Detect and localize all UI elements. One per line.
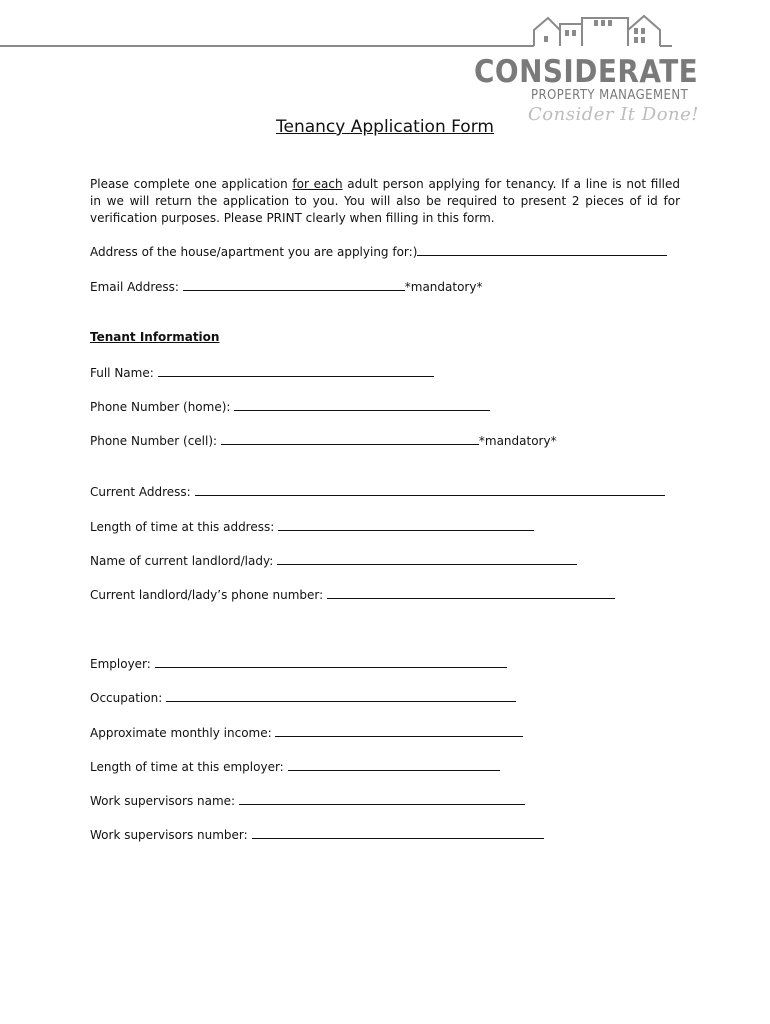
company-logo [0, 10, 770, 125]
landlord-phone-label: Current landlord/lady’s phone number: [90, 588, 327, 602]
current-address-line[interactable] [195, 484, 665, 496]
email-line[interactable] [183, 279, 405, 291]
income-line[interactable] [275, 725, 523, 737]
supervisor-number-line[interactable] [252, 827, 544, 839]
landlord-name-label: Name of current landlord/lady: [90, 554, 278, 568]
landlord-name-line[interactable] [277, 553, 577, 565]
tenant-information-heading: Tenant Information [90, 330, 220, 344]
form-title: Tenancy Application Form [276, 117, 494, 137]
email-label: Email Address: [90, 280, 183, 294]
email-row [90, 279, 482, 295]
income-row [90, 725, 523, 741]
current-address-label: Current Address: [90, 485, 195, 499]
address-applying-line[interactable] [417, 244, 667, 256]
phone-cell-mandatory-note: *mandatory* [478, 434, 557, 448]
landlord-phone-line[interactable] [327, 587, 615, 599]
landlord-name-row [90, 553, 577, 569]
income-label: Approximate monthly income: [90, 726, 276, 740]
occupation-label: Occupation: [90, 691, 167, 705]
length-employer-row [90, 759, 500, 775]
phone-home-label: Phone Number (home): [90, 400, 235, 414]
logo-subtitle: PROPERTY MANAGEMENT [531, 88, 689, 103]
phone-home-line[interactable] [234, 399, 490, 411]
phone-cell-line[interactable] [221, 433, 479, 445]
occupation-row [90, 690, 516, 706]
full-name-line[interactable] [158, 365, 434, 377]
logo-tagline: Consider It Done! [528, 104, 700, 125]
full-name-label: Full Name: [90, 366, 158, 380]
intro-text-1: Please complete one application [90, 177, 293, 191]
current-address-row [90, 484, 665, 500]
phone-home-row [90, 399, 490, 415]
length-address-label: Length of time at this address: [90, 520, 279, 534]
employer-line[interactable] [155, 656, 507, 668]
supervisor-name-line[interactable] [239, 793, 525, 805]
length-employer-line[interactable] [288, 759, 500, 771]
intro-underlined: for each [292, 177, 343, 191]
landlord-phone-row [90, 587, 615, 603]
supervisor-number-row [90, 827, 544, 843]
phone-cell-label: Phone Number (cell): [90, 434, 221, 448]
full-name-row [90, 365, 434, 381]
address-applying-label: Address of the house/apartment you are applying for:) [90, 245, 418, 259]
intro-paragraph [90, 176, 680, 227]
supervisor-number-label: Work supervisors number: [90, 828, 252, 842]
phone-cell-row [90, 433, 557, 449]
occupation-line[interactable] [166, 690, 516, 702]
length-address-line[interactable] [278, 519, 534, 531]
email-mandatory-note: *mandatory* [404, 280, 483, 294]
employer-label: Employer: [90, 657, 155, 671]
length-address-row [90, 519, 534, 535]
supervisor-name-row [90, 793, 525, 809]
supervisor-name-label: Work supervisors name: [90, 794, 239, 808]
address-applying-row [90, 244, 667, 260]
intro-text-2: adult person applying for tenancy. If a line is not filled in we will return the application to you. You will also be required to present 2 pieces of id for verification purposes. Please PRINT clearly when filling in this form. [90, 177, 680, 225]
length-employer-label: Length of time at this employer: [90, 760, 288, 774]
employer-row [90, 656, 507, 672]
logo-title: CONSIDERATE [474, 54, 699, 90]
